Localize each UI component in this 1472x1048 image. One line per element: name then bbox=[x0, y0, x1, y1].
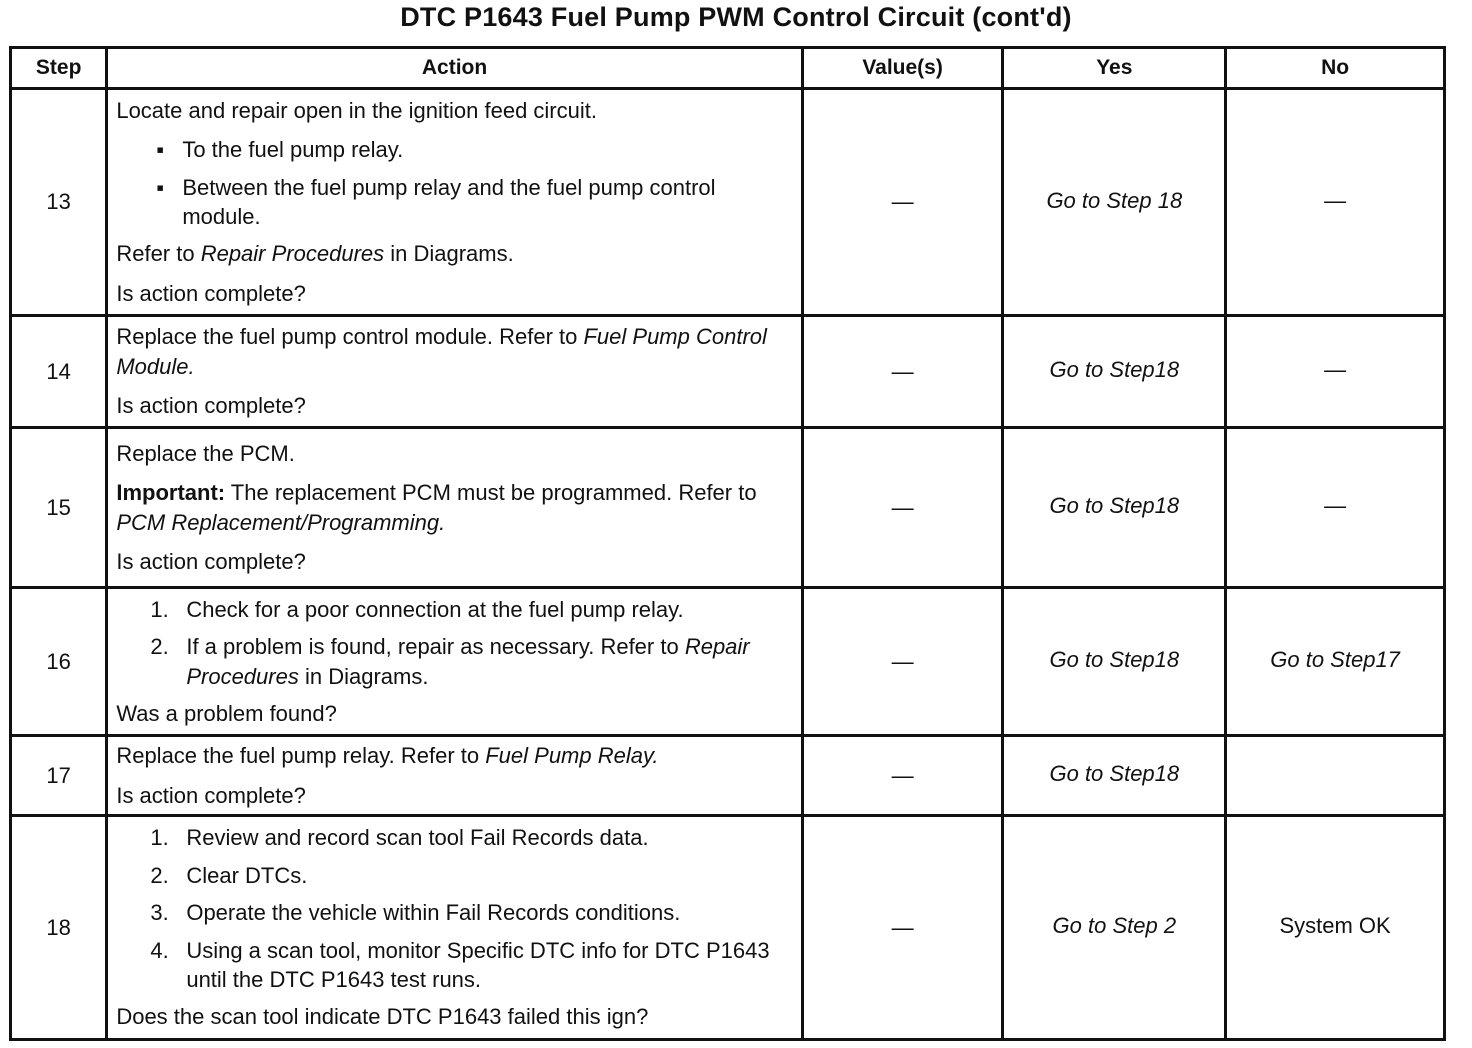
no-cell: System OK bbox=[1226, 816, 1445, 1040]
question-text: Is action complete? bbox=[116, 280, 306, 306]
yes-cell: Go to Step18 bbox=[1003, 428, 1226, 588]
yes-cell: Go to Step18 bbox=[1003, 316, 1226, 428]
action-cell bbox=[107, 588, 802, 736]
list-item: ▪ To the fuel pump relay. bbox=[182, 135, 792, 164]
value-cell: — bbox=[802, 816, 1003, 1040]
action-text: Replace the fuel pump control module. Refer to Fuel Pump Control Module. bbox=[116, 324, 767, 379]
list-item: 2. If a problem is found, repair as necessary. Refer to Repair Procedures in Diagrams. bbox=[150, 634, 750, 689]
table-row bbox=[11, 428, 1445, 588]
action-cell bbox=[107, 316, 802, 428]
value-cell: — bbox=[802, 89, 1003, 316]
yes-cell: Go to Step 18 bbox=[1003, 89, 1226, 316]
list-item: 1. Check for a poor connection at the fuel pump relay. bbox=[150, 596, 684, 622]
table-row bbox=[11, 316, 1445, 428]
list-item: 2. Clear DTCs. bbox=[150, 862, 308, 888]
step-number: 16 bbox=[11, 588, 107, 736]
question-text: Does the scan tool indicate DTC P1643 failed this ign? bbox=[116, 1004, 649, 1030]
value-cell: — bbox=[802, 428, 1003, 588]
bullet-icon: ▪ bbox=[156, 137, 165, 163]
bullet-icon: ▪ bbox=[156, 174, 165, 200]
step-number: 17 bbox=[11, 736, 107, 816]
no-cell: — bbox=[1226, 89, 1445, 316]
yes-cell: Go to Step 2 bbox=[1003, 816, 1226, 1040]
numbered-list bbox=[116, 823, 792, 994]
table-row bbox=[11, 816, 1445, 1040]
action-cell bbox=[107, 89, 802, 316]
numbered-list bbox=[116, 595, 792, 691]
table-header-row bbox=[11, 48, 1445, 89]
diagnostic-table bbox=[9, 46, 1446, 1041]
yes-cell: Go to Step18 bbox=[1003, 588, 1226, 736]
action-cell bbox=[107, 428, 802, 588]
no-cell: Go to Step17 bbox=[1226, 588, 1445, 736]
list-item: 4. Using a scan tool, monitor Specific DTC info for DTC P1643 until the DTC P1643 test runs. bbox=[150, 937, 770, 992]
action-text: Locate and repair open in the ignition feed circuit. bbox=[116, 97, 597, 123]
question-text: Is action complete? bbox=[116, 548, 306, 574]
table-row bbox=[11, 736, 1445, 816]
value-cell: — bbox=[802, 316, 1003, 428]
reference-text: Refer to Repair Procedures in Diagrams. bbox=[116, 241, 514, 267]
step-number: 13 bbox=[11, 89, 107, 316]
header-no: No bbox=[1226, 48, 1445, 89]
table-row bbox=[11, 89, 1445, 316]
question-text: Was a problem found? bbox=[116, 700, 337, 726]
step-number: 18 bbox=[11, 816, 107, 1040]
header-step: Step bbox=[11, 48, 107, 89]
value-cell: — bbox=[802, 588, 1003, 736]
table-row bbox=[11, 588, 1445, 736]
action-text: Replace the fuel pump relay. Refer to Fuel Pump Relay. bbox=[116, 743, 659, 769]
header-value: Value(s) bbox=[802, 48, 1003, 89]
yes-cell: Go to Step18 bbox=[1003, 736, 1226, 816]
action-cell bbox=[107, 816, 802, 1040]
action-text: Replace the PCM. bbox=[116, 440, 295, 466]
action-cell bbox=[107, 736, 802, 816]
value-cell: — bbox=[802, 736, 1003, 816]
step-number: 15 bbox=[11, 428, 107, 588]
header-yes: Yes bbox=[1003, 48, 1226, 89]
no-cell: — bbox=[1226, 428, 1445, 588]
question-text: Is action complete? bbox=[116, 393, 306, 419]
step-number: 14 bbox=[11, 316, 107, 428]
important-note: Important: The replacement PCM must be programmed. Refer to PCM Replacement/Programming. bbox=[116, 480, 757, 535]
list-item: 1. Review and record scan tool Fail Records data. bbox=[150, 825, 649, 851]
list-item: ▪ Between the fuel pump relay and the fuel pump control module. bbox=[156, 174, 716, 229]
no-cell: — bbox=[1226, 316, 1445, 428]
bullet-list bbox=[116, 135, 792, 231]
list-item: 3. Operate the vehicle within Fail Records conditions. bbox=[150, 900, 681, 926]
question-text: Is action complete? bbox=[116, 782, 306, 808]
no-cell bbox=[1226, 736, 1445, 816]
page-title: DTC P1643 Fuel Pump PWM Control Circuit (cont'd) bbox=[400, 2, 1072, 32]
header-action: Action bbox=[107, 48, 802, 89]
